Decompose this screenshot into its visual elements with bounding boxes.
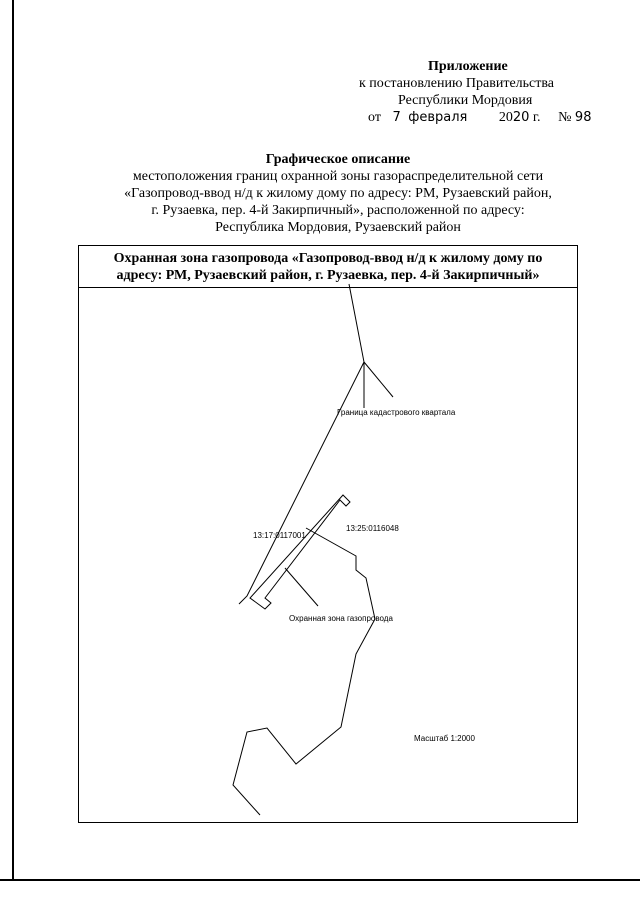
description-line-2: «Газопровод-ввод н/д к жилому дому по адресу: РМ, Рузаевский район, bbox=[124, 186, 552, 201]
date-prefix: от bbox=[368, 110, 381, 125]
appendix-title: Приложение bbox=[428, 59, 508, 74]
description-line-4: Республика Мордовия, Рузаевский район bbox=[215, 220, 461, 235]
number-prefix: № bbox=[558, 110, 572, 125]
parcel-boundary bbox=[233, 528, 375, 815]
quarter-boundary-label: Граница кадастрового квартала bbox=[337, 408, 456, 417]
date-year-suffix: г. bbox=[532, 110, 541, 125]
description-line-1: местоположения границ охранной зоны газораспределительной сети bbox=[132, 169, 544, 184]
document-number: 98 bbox=[574, 110, 592, 125]
map-title-line-2: адресу: РМ, Рузаевский район, г. Рузаевка, пер. 4-й Закирпичный» bbox=[116, 268, 540, 283]
zone-label-leader bbox=[285, 568, 318, 606]
date-month: февраля bbox=[408, 110, 468, 125]
date-year-printed: 20 bbox=[498, 110, 513, 125]
date-day: 7 bbox=[392, 110, 401, 125]
protection-zone-strip bbox=[250, 495, 350, 609]
republic-line: Республики Мордовия bbox=[398, 93, 533, 108]
quarter-boundary-branch bbox=[364, 362, 393, 397]
description-line-3: г. Рузаевка, пер. 4-й Закирпичный», расположенной по адресу: bbox=[151, 203, 525, 218]
scale-label: Масштаб 1:2000 bbox=[414, 734, 475, 743]
parcel-label-2: 13:25:0116048 bbox=[346, 524, 399, 533]
date-year-handwritten: 20 bbox=[512, 110, 530, 125]
description-title: Графическое описание bbox=[265, 152, 411, 167]
protection-zone-label: Охранная зона газопровода bbox=[289, 614, 393, 623]
resolution-line: к постановлению Правительства bbox=[359, 76, 555, 91]
map-title-line-1: Охранная зона газопровода «Газопровод-ввод н/д к жилому дому по bbox=[113, 251, 543, 266]
quarter-boundary-line bbox=[239, 284, 364, 604]
parcel-label-1: 13:17:0117001 bbox=[253, 531, 306, 540]
